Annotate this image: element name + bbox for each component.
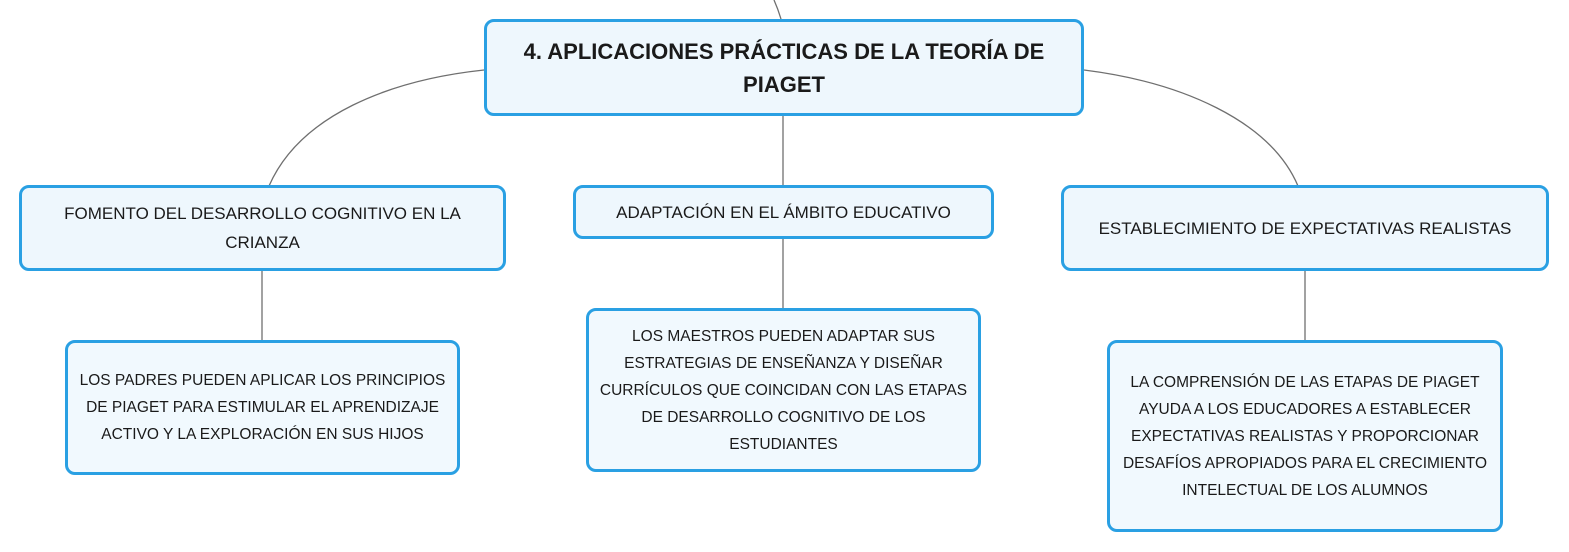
subtopic-expectativas-detail[interactable] xyxy=(1107,340,1503,532)
subtopic-educativo-detail[interactable] xyxy=(586,308,981,472)
subtopic-label: LOS MAESTROS PUEDEN ADAPTAR SUS ESTRATEGIAS DE ENSEÑANZA Y DISEÑAR CURRÍCULOS QUE COINCIDAN CON LAS ETAPAS DE DESARROLLO COGNITIVO DE LOS ESTUDIANTES xyxy=(599,327,968,453)
subtopic-crianza-detail[interactable] xyxy=(65,340,460,475)
branch-topic-expectativas[interactable] xyxy=(1061,185,1549,271)
branch-topic-crianza[interactable] xyxy=(19,185,506,271)
branch-topic-educativo[interactable] xyxy=(573,185,994,239)
branch-topic-label: ESTABLECIMIENTO DE EXPECTATIVAS REALISTAS xyxy=(1098,218,1512,238)
branch-topic-label: FOMENTO DEL DESARROLLO COGNITIVO EN LA CRIANZA xyxy=(64,204,461,252)
connector-root-to-branch-1 xyxy=(269,70,484,186)
branch-topic-label: ADAPTACIÓN EN EL ÁMBITO EDUCATIVO xyxy=(616,202,951,222)
root-topic[interactable] xyxy=(484,19,1084,116)
connector-parent-to-root xyxy=(774,0,781,19)
connector-root-to-branch-3 xyxy=(1084,70,1298,186)
root-topic-label: 4. APLICACIONES PRÁCTICAS DE LA TEORÍA DE PIAGET xyxy=(523,38,1045,97)
subtopic-label: LA COMPRENSIÓN DE LAS ETAPAS DE PIAGET AYUDA A LOS EDUCADORES A ESTABLECER EXPECTATIVAS REALISTAS Y PROPORCIONAR DESAFÍOS APROPIADOS PARA EL CRECIMIENTO INTELECTUAL DE LOS ALUMNOS xyxy=(1122,373,1488,499)
subtopic-label: LOS PADRES PUEDEN APLICAR LOS PRINCIPIOS DE PIAGET PARA ESTIMULAR EL APRENDIZAJE ACTIVO Y LA EXPLORACIÓN EN SUS HIJOS xyxy=(79,372,446,443)
